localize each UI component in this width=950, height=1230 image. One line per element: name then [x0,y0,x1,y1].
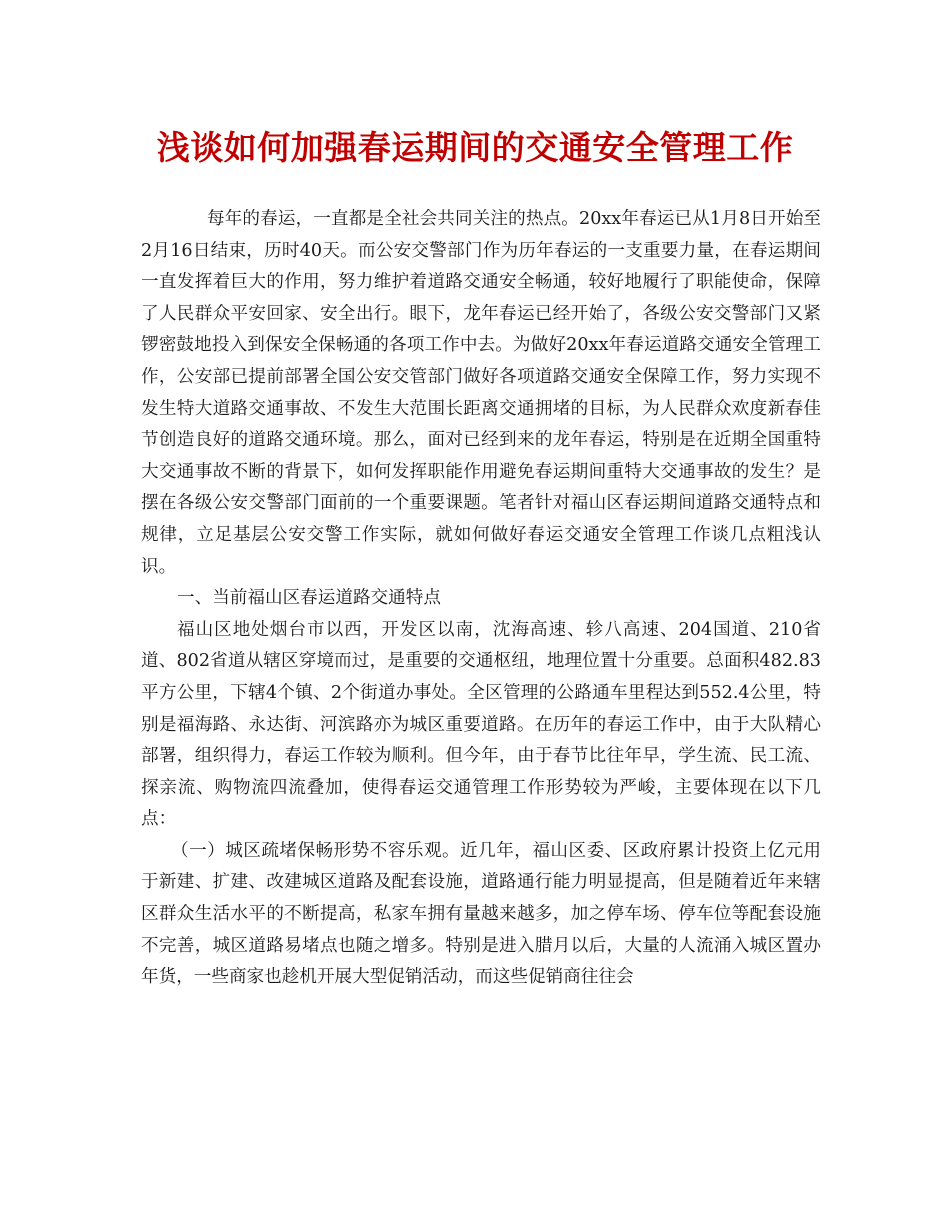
paragraph-subsection-one: （一）城区疏堵保畅形势不容乐观。近几年，福山区委、区政府累计投资上亿元用于新建、扩建、改建城区道路及配套设施，道路通行能力明显提高，但是随着近年来辖区群众生活水平的不断提高，私家车拥有量越来越多，加之停车场、停车位等配套设施不完善，城区道路易堵点也随之增多。特别是进入腊月以后，大量的人流涌入城区置办年货，一些商家也趁机开展大型促销活动，而这些促销商往往会 [141,840,821,988]
paragraph-traffic-features: 福山区地处烟台市以西，开发区以南，沈海高速、轸八高速、204国道、210省道、802省道从辖区穿境而过，是重要的交通枢纽，地理位置十分重要。总面积482.83平方公里，下辖4个镇、2个街道办事处。全区管理的公路通车里程达到552.4公里，特别是福海路、永达街、河滨路亦为城区重要道路。在历年的春运工作中，由于大队精心部署，组织得力，春运工作较为顺利。但今年，由于春节比往年早，学生流、民工流、探亲流、购物流四流叠加，使得春运交通管理工作形势较为严峻，主要体现在以下几点： [141,619,821,830]
paragraph-intro: 每年的春运，一直都是全社会共同关注的热点。20xx年春运已从1月8日开始至2月16日结束，历时40天。而公安交警部门作为历年春运的一支重要力量，在春运期间一直发挥着巨大的作用，努力维护着道路交通安全畅通，较好地履行了职能使命，保障了人民群众平安回家、安全出行。眼下，龙年春运已经开始了，各级公安交警部门又紧锣密鼓地投入到保安全保畅通的各项工作中去。为做好20xx年春运道路交通安全管理工作，公安部已提前部署全国公安交管部门做好各项道路交通安全保障工作，努力实现不发生特大道路交通事故、不发生大范围长距离交通拥堵的目标，为人民群众欢度新春佳节创造良好的道路交通环境。那么，面对已经到来的龙年春运，特别是在近期全国重特大交通事故不断的背景下，如何发挥职能作用避免春运期间重特大交通事故的发生？是摆在各级公安交警部门面前的一个重要课题。笔者针对福山区春运期间道路交通特点和规律，立足基层公安交警工作实际，就如何做好春运交通安全管理工作谈几点粗浅认识。 [141,209,821,577]
document-body [141,204,821,994]
section-heading: 一、当前福山区春运道路交通特点 [177,588,441,609]
document-title: 浅谈如何加强春运期间的交通安全管理工作 [156,128,794,167]
